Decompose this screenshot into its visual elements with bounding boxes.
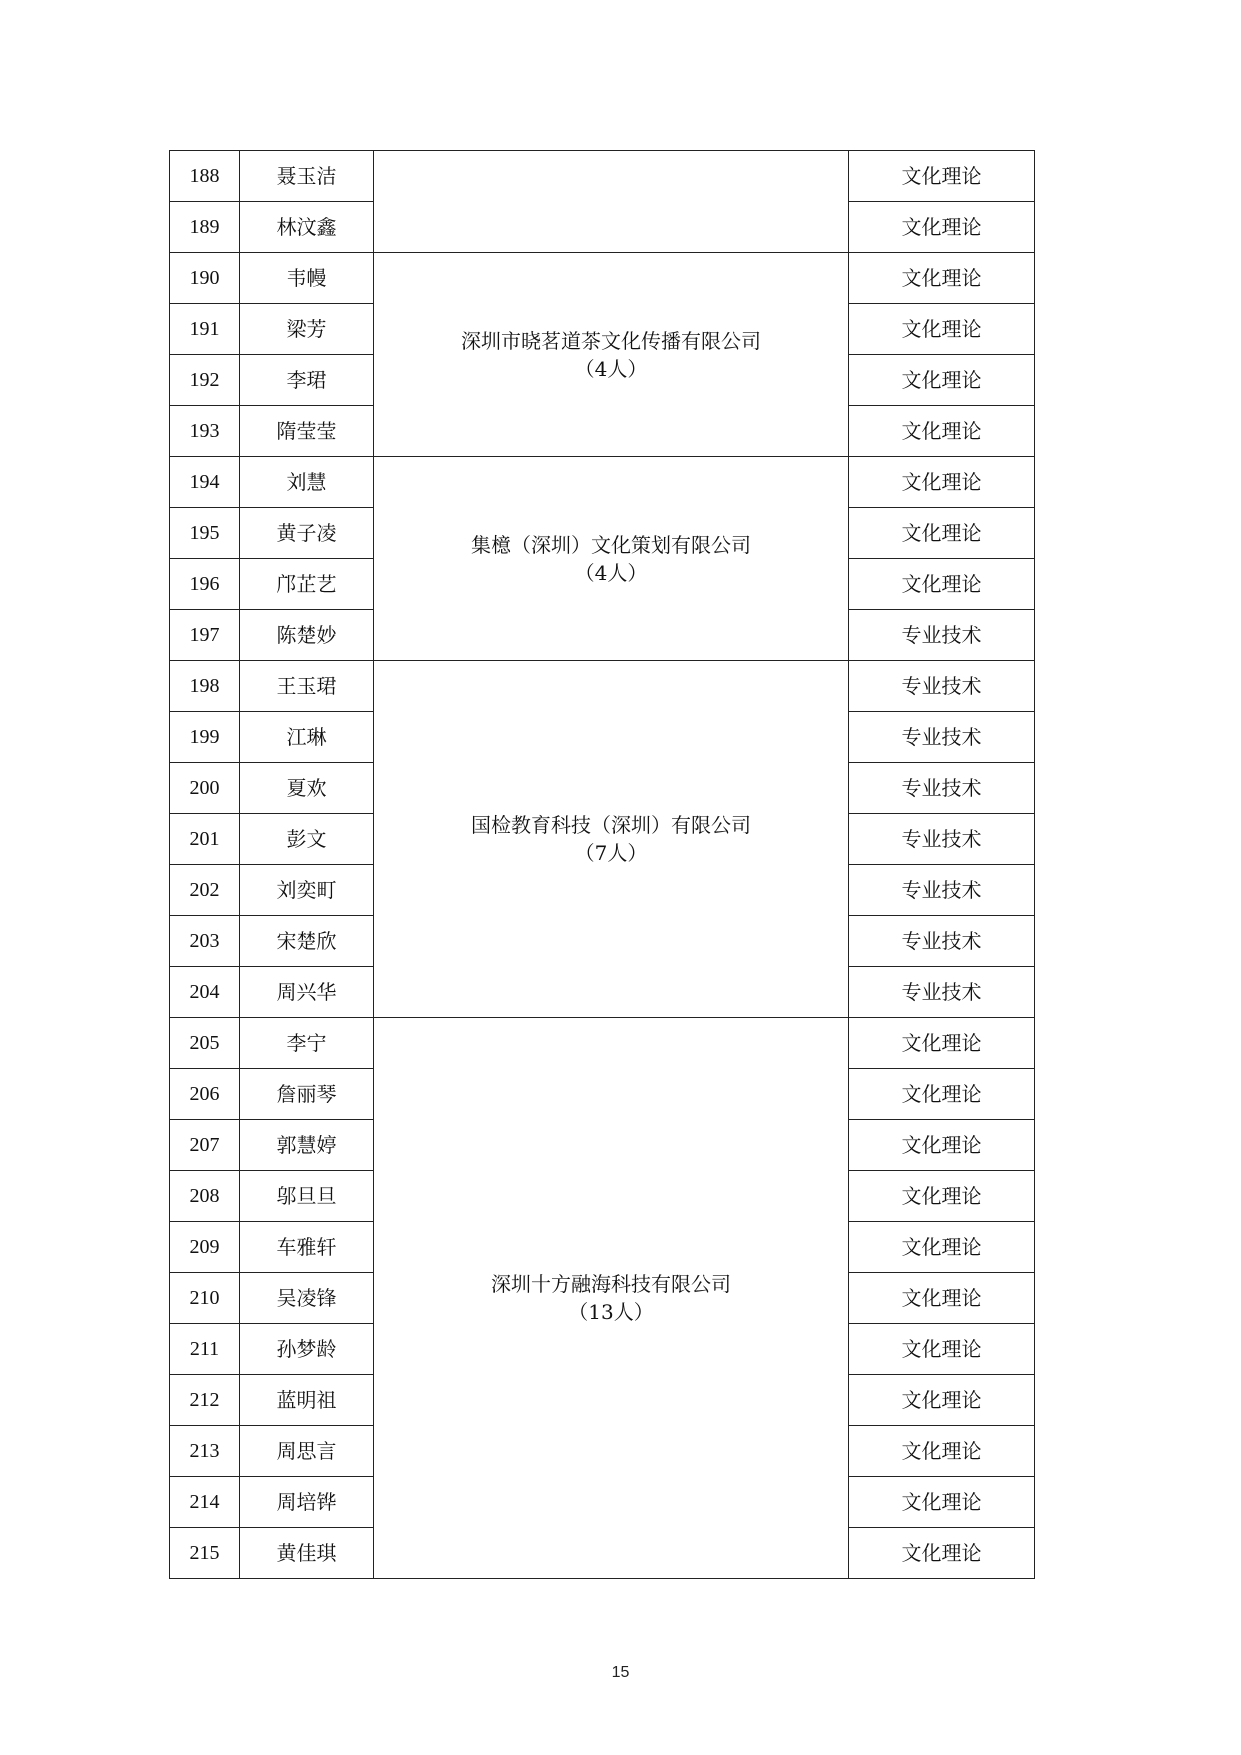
row-number: 198 bbox=[170, 661, 240, 712]
person-name: 李珺 bbox=[240, 355, 374, 406]
row-number: 205 bbox=[170, 1018, 240, 1069]
row-number: 203 bbox=[170, 916, 240, 967]
row-number: 191 bbox=[170, 304, 240, 355]
row-number: 214 bbox=[170, 1477, 240, 1528]
category: 文化理论 bbox=[849, 1222, 1035, 1273]
person-name: 韦幔 bbox=[240, 253, 374, 304]
category: 专业技术 bbox=[849, 865, 1035, 916]
category: 文化理论 bbox=[849, 1426, 1035, 1477]
person-name: 吴凌锋 bbox=[240, 1273, 374, 1324]
row-number: 195 bbox=[170, 508, 240, 559]
person-name: 黄子凌 bbox=[240, 508, 374, 559]
category: 专业技术 bbox=[849, 763, 1035, 814]
category: 文化理论 bbox=[849, 355, 1035, 406]
row-number: 201 bbox=[170, 814, 240, 865]
person-name: 李宁 bbox=[240, 1018, 374, 1069]
row-number: 194 bbox=[170, 457, 240, 508]
category: 文化理论 bbox=[849, 1477, 1035, 1528]
organization-count: （13人） bbox=[568, 1300, 654, 1324]
organization-name: 国检教育科技（深圳）有限公司 bbox=[471, 813, 751, 837]
person-name: 邬旦旦 bbox=[240, 1171, 374, 1222]
table-row bbox=[170, 1018, 1035, 1069]
category: 文化理论 bbox=[849, 1375, 1035, 1426]
row-number: 189 bbox=[170, 202, 240, 253]
person-name: 孙梦龄 bbox=[240, 1324, 374, 1375]
row-number: 210 bbox=[170, 1273, 240, 1324]
category: 文化理论 bbox=[849, 1528, 1035, 1579]
row-number: 199 bbox=[170, 712, 240, 763]
row-number: 204 bbox=[170, 967, 240, 1018]
organization-name: 深圳市晓茗道茶文化传播有限公司 bbox=[461, 328, 761, 353]
person-name: 刘奕町 bbox=[240, 865, 374, 916]
person-name: 夏欢 bbox=[240, 763, 374, 814]
row-number: 200 bbox=[170, 763, 240, 814]
category: 文化理论 bbox=[849, 202, 1035, 253]
table-row bbox=[170, 151, 1035, 202]
organization-count: （4人） bbox=[574, 560, 648, 585]
row-number: 202 bbox=[170, 865, 240, 916]
row-number: 196 bbox=[170, 559, 240, 610]
organization-count: （7人） bbox=[574, 841, 648, 865]
category: 文化理论 bbox=[849, 406, 1035, 457]
row-number: 197 bbox=[170, 610, 240, 661]
category: 文化理论 bbox=[849, 1018, 1035, 1069]
category: 文化理论 bbox=[849, 1324, 1035, 1375]
person-name: 周兴华 bbox=[240, 967, 374, 1018]
person-name: 陈楚妙 bbox=[240, 610, 374, 661]
roster-table bbox=[169, 150, 1035, 1579]
person-name: 江琳 bbox=[240, 712, 374, 763]
category: 文化理论 bbox=[849, 1171, 1035, 1222]
person-name: 詹丽琴 bbox=[240, 1069, 374, 1120]
category: 文化理论 bbox=[849, 253, 1035, 304]
person-name: 隋莹莹 bbox=[240, 406, 374, 457]
category: 专业技术 bbox=[849, 967, 1035, 1018]
category: 专业技术 bbox=[849, 916, 1035, 967]
organization-cell bbox=[374, 1018, 849, 1579]
person-name: 聂玉洁 bbox=[240, 151, 374, 202]
row-number: 193 bbox=[170, 406, 240, 457]
organization-name: 集檍（深圳）文化策划有限公司 bbox=[471, 532, 751, 557]
person-name: 车雅轩 bbox=[240, 1222, 374, 1273]
row-number: 190 bbox=[170, 253, 240, 304]
row-number: 211 bbox=[170, 1324, 240, 1375]
person-name: 郭慧婷 bbox=[240, 1120, 374, 1171]
category: 专业技术 bbox=[849, 661, 1035, 712]
person-name: 梁芳 bbox=[240, 304, 374, 355]
person-name: 邝芷艺 bbox=[240, 559, 374, 610]
row-number: 209 bbox=[170, 1222, 240, 1273]
category: 专业技术 bbox=[849, 712, 1035, 763]
category: 文化理论 bbox=[849, 457, 1035, 508]
table-row bbox=[170, 661, 1035, 712]
person-name: 彭文 bbox=[240, 814, 374, 865]
organization-name: 深圳十方融海科技有限公司 bbox=[491, 1272, 731, 1296]
row-number: 188 bbox=[170, 151, 240, 202]
page-number: 15 bbox=[611, 1664, 630, 1681]
row-number: 215 bbox=[170, 1528, 240, 1579]
person-name: 王玉珺 bbox=[240, 661, 374, 712]
organization-cell bbox=[374, 151, 849, 253]
category: 文化理论 bbox=[849, 508, 1035, 559]
organization-count: （4人） bbox=[574, 356, 648, 381]
person-name: 蓝明祖 bbox=[240, 1375, 374, 1426]
person-name: 刘慧 bbox=[240, 457, 374, 508]
organization-cell bbox=[374, 661, 849, 1018]
organization-cell bbox=[374, 253, 849, 457]
category: 文化理论 bbox=[849, 151, 1035, 202]
person-name: 周培铧 bbox=[240, 1477, 374, 1528]
person-name: 周思言 bbox=[240, 1426, 374, 1477]
row-number: 207 bbox=[170, 1120, 240, 1171]
row-number: 192 bbox=[170, 355, 240, 406]
category: 专业技术 bbox=[849, 814, 1035, 865]
person-name: 黄佳琪 bbox=[240, 1528, 374, 1579]
category: 专业技术 bbox=[849, 610, 1035, 661]
table-row bbox=[170, 253, 1035, 304]
category: 文化理论 bbox=[849, 1120, 1035, 1171]
category: 文化理论 bbox=[849, 1069, 1035, 1120]
organization-cell bbox=[374, 457, 849, 661]
row-number: 206 bbox=[170, 1069, 240, 1120]
person-name: 林汶鑫 bbox=[240, 202, 374, 253]
category: 文化理论 bbox=[849, 1273, 1035, 1324]
table-row bbox=[170, 457, 1035, 508]
category: 文化理论 bbox=[849, 304, 1035, 355]
row-number: 212 bbox=[170, 1375, 240, 1426]
row-number: 213 bbox=[170, 1426, 240, 1477]
person-name: 宋楚欣 bbox=[240, 916, 374, 967]
row-number: 208 bbox=[170, 1171, 240, 1222]
category: 文化理论 bbox=[849, 559, 1035, 610]
